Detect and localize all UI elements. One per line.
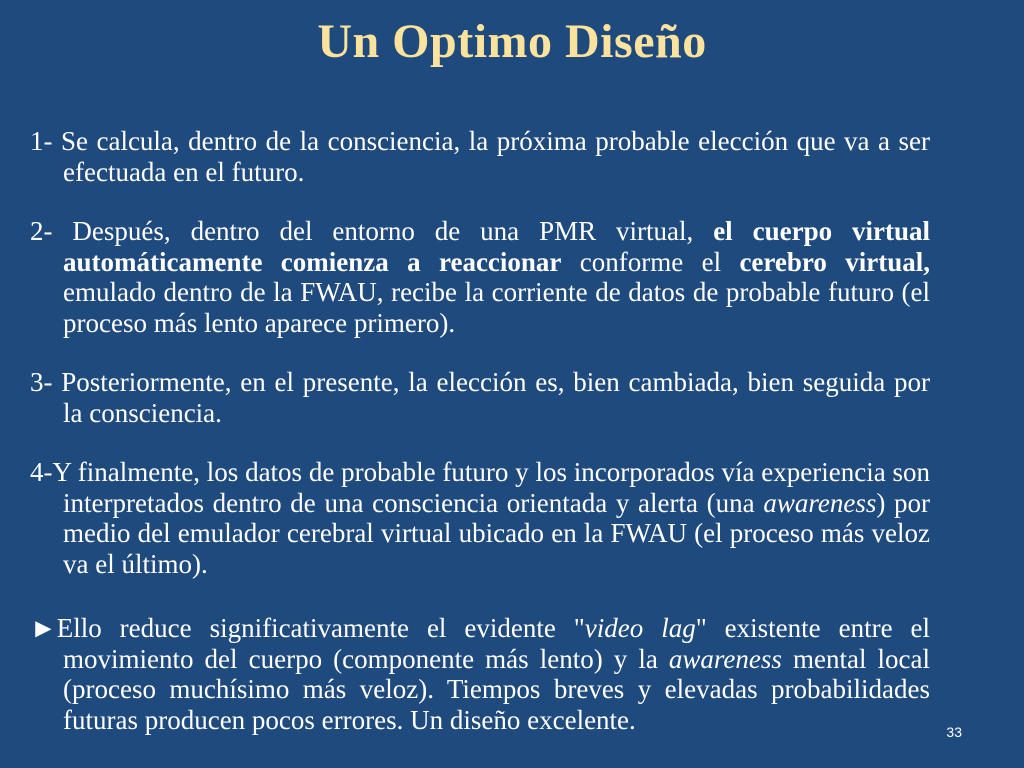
point-4 (30, 457, 930, 579)
point-2 (30, 216, 930, 338)
slide-body (30, 126, 930, 764)
slide-number: 33 (946, 724, 962, 740)
point-2-text-e: emulado dentro de la FWAU, recibe la corriente de datos de probable futuro (el proceso más lento aparece primero). (63, 277, 930, 338)
point-4-italic: awareness (763, 487, 877, 518)
point-2-bold-b: cerebro virtual, (739, 246, 930, 277)
point-5-text-e: mental local (proceso muchísimo más veloz). Tiempos breves y elevadas probabilidades futuras producen pocos errores. Un diseño excelente. (63, 643, 930, 735)
triangle-bullet-icon: ► (30, 613, 57, 643)
point-2-text-a: 2- Después, dentro del entorno de una PMR virtual, (30, 216, 714, 246)
point-5-text-a: Ello reduce significativamente el evidente " (56, 613, 585, 643)
point-2-text-c: conforme el (561, 246, 740, 277)
point-2-bold-a: el cuerpo virtual automáticamente comienza a reaccionar (63, 216, 930, 277)
point-5-italic-a: video lag (584, 613, 696, 643)
point-5-text-c: " existente entre el movimiento del cuerpo (componente más lento) y la (63, 613, 930, 674)
point-4-text-a: 4-Y finalmente, los datos de probable futuro y los incorporados vía experiencia son interpretados dentro de una consciencia orientada y alerta (una (30, 457, 930, 518)
point-5-italic-b: awareness (668, 643, 782, 674)
point-3: 3- Posteriormente, en el presente, la elección es, bien cambiada, bien seguida por la consciencia. (30, 367, 930, 428)
point-5 (30, 613, 930, 735)
point-4-text-c: ) por medio del emulador cerebral virtual ubicado en la FWAU (el proceso más veloz va el último). (63, 487, 931, 579)
slide-title: Un Optimo Diseño (317, 15, 707, 68)
point-1: 1- Se calcula, dentro de la consciencia, la próxima probable elección que va a ser efectuada en el futuro. (30, 126, 930, 187)
